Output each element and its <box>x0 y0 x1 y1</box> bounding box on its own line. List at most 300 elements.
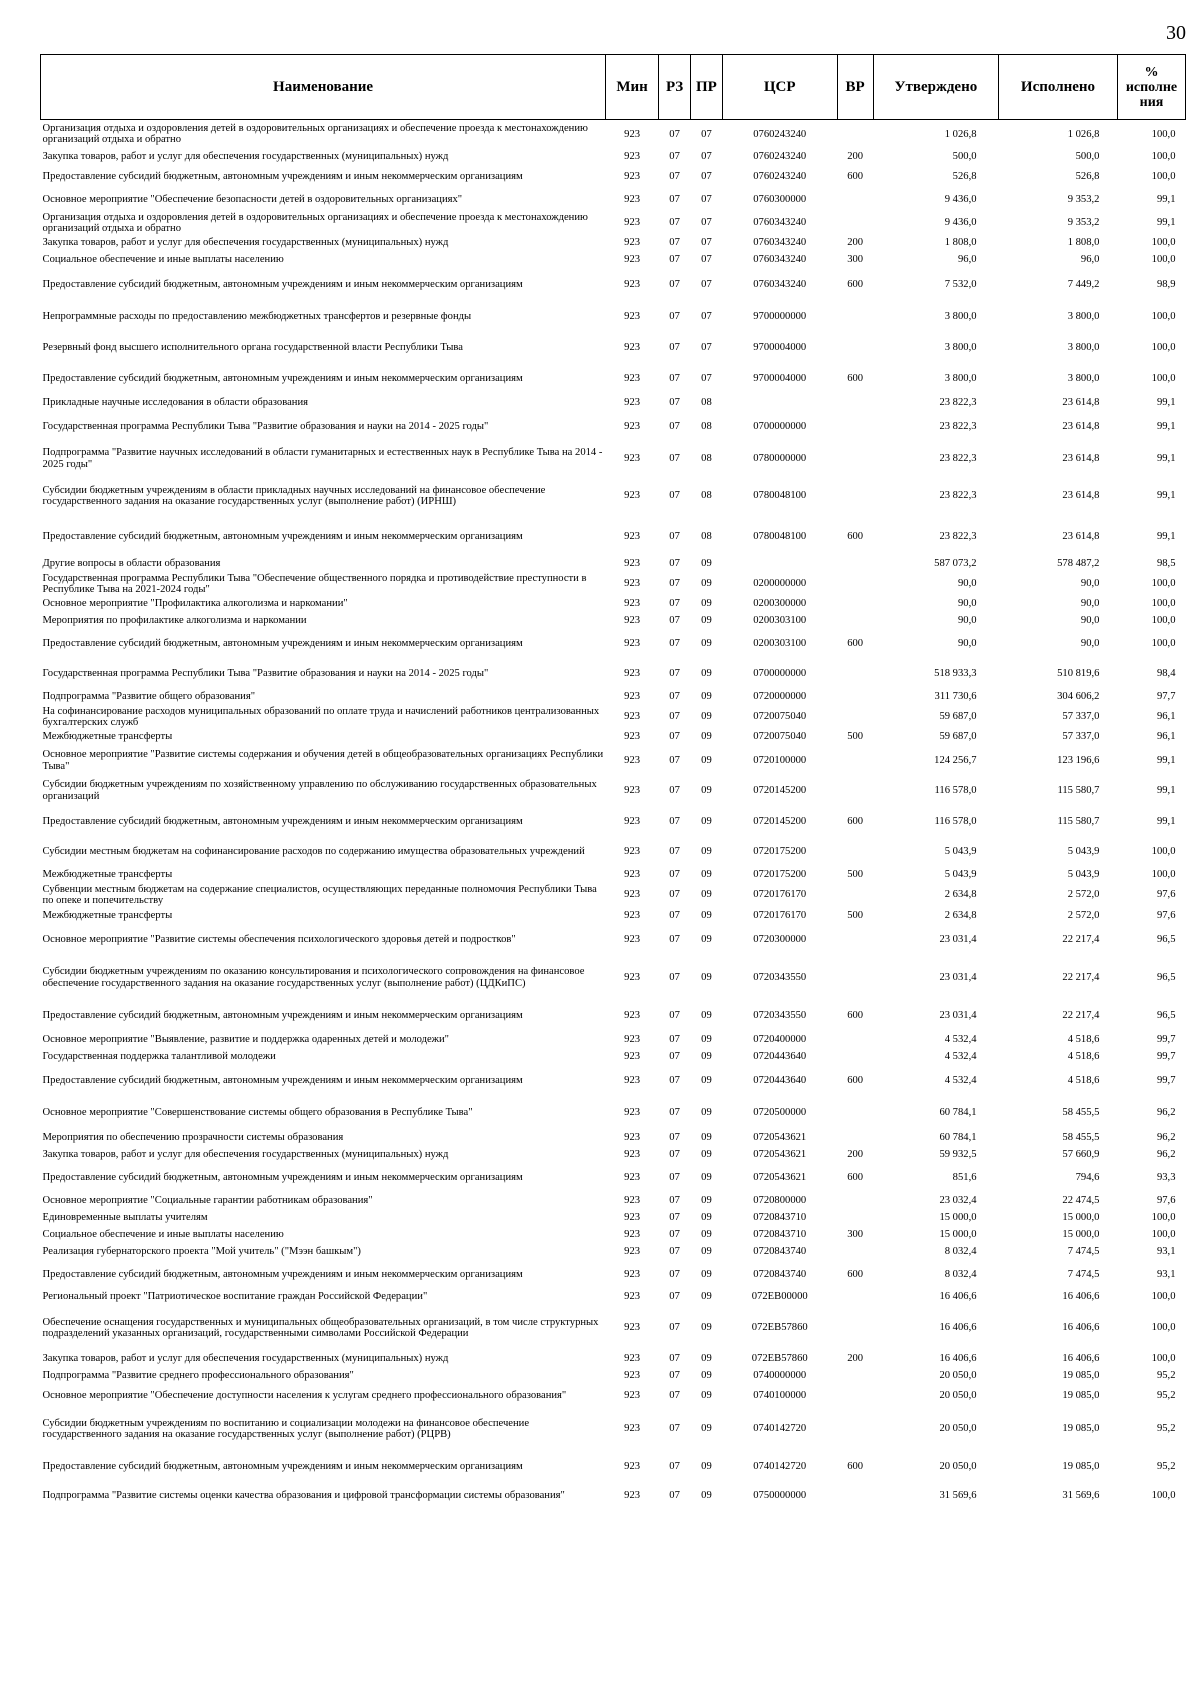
cell-percent: 100,0 <box>1151 846 1176 858</box>
cell-min: 923 <box>624 1268 641 1280</box>
cell-pr: 07 <box>701 128 712 140</box>
cell-approved: 23 031,4 <box>939 971 977 983</box>
cell-min: 923 <box>624 784 641 796</box>
cell-name: Организация отдыха и оздоровления детей в оздоровительных организациях и обеспечение проезда к местонахождению организаций отдыха и обратно <box>42 122 588 146</box>
cell-executed: 115 580,7 <box>1057 815 1100 827</box>
cell-vr <box>837 443 873 475</box>
cell-approved: 1 808,0 <box>944 237 977 249</box>
cell-name: Предоставление субсидий бюджетным, автономным учреждениям и иным некоммерческим организациям <box>42 1074 523 1086</box>
cell-executed: 123 196,6 <box>1057 754 1100 766</box>
cell-executed: 19 085,0 <box>1062 1423 1100 1435</box>
table-row <box>41 884 1186 907</box>
cell-min: 923 <box>624 1291 641 1303</box>
cell-percent: 99,7 <box>1156 1074 1176 1086</box>
cell-executed: 19 085,0 <box>1062 1390 1100 1402</box>
cell-rz: 07 <box>669 1423 680 1435</box>
cell-approved: 9 436,0 <box>944 217 977 229</box>
cell-percent: 93,3 <box>1156 1172 1176 1184</box>
header-approved: Утверждено <box>873 55 998 120</box>
cell-csr: 0720145200 <box>753 784 807 796</box>
cell-percent: 95,2 <box>1156 1390 1176 1402</box>
cell-pr: 07 <box>701 171 712 183</box>
cell-vr <box>837 1408 873 1451</box>
cell-pr: 09 <box>701 889 712 901</box>
cell-executed: 58 455,5 <box>1062 1132 1100 1144</box>
cell-vr <box>837 120 873 149</box>
cell-vr <box>837 1096 873 1130</box>
cell-pr: 09 <box>701 1268 712 1280</box>
cell-name: Мероприятия по обеспечению прозрачности системы образования <box>42 1132 344 1144</box>
cell-pr: 09 <box>701 933 712 945</box>
cell-name: Основное мероприятие "Совершенствование системы общего образования в Республике Тыва" <box>42 1106 473 1118</box>
cell-executed: 57 337,0 <box>1062 711 1100 723</box>
table-row <box>41 746 1186 776</box>
cell-percent: 100,0 <box>1151 128 1176 140</box>
table-row <box>41 212 1186 235</box>
cell-min: 923 <box>624 1034 641 1046</box>
cell-approved: 500,0 <box>952 151 977 163</box>
cell-csr: 0700000000 <box>753 421 807 433</box>
cell-percent: 100,0 <box>1151 1212 1176 1224</box>
cell-min: 923 <box>624 1246 641 1258</box>
cell-executed: 22 217,4 <box>1062 933 1100 945</box>
cell-rz: 07 <box>669 558 680 570</box>
cell-rz: 07 <box>669 421 680 433</box>
cell-pr: 09 <box>701 869 712 881</box>
cell-percent: 100,0 <box>1151 311 1176 323</box>
cell-approved: 23 822,3 <box>939 421 977 433</box>
cell-vr <box>837 1193 873 1210</box>
cell-csr: 0720443640 <box>753 1051 807 1063</box>
cell-percent: 95,2 <box>1156 1461 1176 1473</box>
table-row <box>41 1484 1186 1509</box>
cell-min: 923 <box>624 869 641 881</box>
cell-min: 923 <box>624 909 641 921</box>
table-row <box>41 120 1186 149</box>
cell-name: Государственная программа Республики Тыва "Развитие образования и науки на 2014 - 2025 годы" <box>42 421 489 433</box>
cell-executed: 5 043,9 <box>1067 846 1100 858</box>
cell-csr: 0720175200 <box>753 869 807 881</box>
table-row <box>41 806 1186 838</box>
cell-approved: 3 800,0 <box>944 342 977 354</box>
table-row <box>41 1289 1186 1306</box>
cell-name: Государственная поддержка талантливой молодежи <box>42 1051 276 1063</box>
cell-vr: 300 <box>847 254 864 266</box>
cell-name: На софинансирование расходов муниципальных образований по оплате труда и начислений работников централизованных бухгалтерских служб <box>42 705 600 728</box>
cell-approved: 60 784,1 <box>939 1132 977 1144</box>
cell-pr: 09 <box>701 1195 712 1207</box>
table-row <box>41 1049 1186 1066</box>
cell-approved: 2 634,8 <box>944 889 977 901</box>
cell-name: Подпрограмма "Развитие среднего профессионального образования" <box>42 1370 354 1382</box>
cell-csr: 0720843740 <box>753 1246 807 1258</box>
cell-percent: 99,1 <box>1156 194 1176 206</box>
cell-rz: 07 <box>669 1212 680 1224</box>
cell-min: 923 <box>624 373 641 385</box>
cell-min: 923 <box>624 667 641 679</box>
cell-percent: 100,0 <box>1151 373 1176 385</box>
cell-csr: 0760243240 <box>753 151 807 163</box>
cell-executed: 5 043,9 <box>1067 869 1100 881</box>
cell-vr <box>837 1210 873 1227</box>
cell-percent: 95,2 <box>1156 1423 1176 1435</box>
cell-min: 923 <box>624 933 641 945</box>
cell-executed: 7 474,5 <box>1067 1268 1100 1280</box>
cell-name: Организация отдыха и оздоровления детей в оздоровительных организациях и обеспечение проезда к местонахождению организаций отдыха и обратно <box>42 211 588 234</box>
cell-name: Мероприятия по профилактике алкоголизма и наркомании <box>42 615 307 627</box>
table-row <box>41 925 1186 955</box>
table-row <box>41 955 1186 1001</box>
cell-name: Региональный проект "Патриотическое воспитание граждан Российской Федерации" <box>42 1291 428 1303</box>
cell-approved: 116 578,0 <box>934 815 977 827</box>
cell-rz: 07 <box>669 1051 680 1063</box>
cell-vr <box>837 1289 873 1306</box>
cell-min: 923 <box>624 598 641 610</box>
cell-name: Предоставление субсидий бюджетным, автономным учреждениям и иным некоммерческим организациям <box>42 1172 523 1184</box>
cell-rz: 07 <box>669 1074 680 1086</box>
table-row <box>41 630 1186 659</box>
cell-min: 923 <box>624 638 641 650</box>
cell-min: 923 <box>624 254 641 266</box>
cell-csr: 0720176170 <box>753 909 807 921</box>
cell-approved: 23 032,4 <box>939 1195 977 1207</box>
header-vr: ВР <box>837 55 873 120</box>
table-row <box>41 1164 1186 1193</box>
cell-min: 923 <box>624 128 641 140</box>
cell-min: 923 <box>624 530 641 542</box>
cell-pr: 07 <box>701 151 712 163</box>
cell-executed: 57 660,9 <box>1062 1149 1100 1161</box>
cell-pr: 09 <box>701 1212 712 1224</box>
cell-vr: 600 <box>847 530 864 542</box>
cell-vr: 200 <box>847 1353 864 1365</box>
cell-approved: 16 406,6 <box>939 1353 977 1365</box>
cell-csr: 0720000000 <box>753 691 807 703</box>
cell-pr: 09 <box>701 846 712 858</box>
cell-name: Субвенции местным бюджетам на содержание специалистов, осуществляющих переданные полномочия Республики Тыва по опеке и попечительству <box>42 883 597 906</box>
cell-rz: 07 <box>669 217 680 229</box>
cell-pr: 09 <box>701 971 712 983</box>
cell-name: Предоставление субсидий бюджетным, автономным учреждениям и иным некоммерческим организациям <box>42 1010 523 1022</box>
cell-rz: 07 <box>669 971 680 983</box>
cell-percent: 93,1 <box>1156 1268 1176 1280</box>
cell-executed: 526,8 <box>1075 171 1100 183</box>
cell-csr: 0720343550 <box>753 971 807 983</box>
cell-name: Предоставление субсидий бюджетным, автономным учреждениям и иным некоммерческим организациям <box>42 815 523 827</box>
cell-rz: 07 <box>669 342 680 354</box>
cell-approved: 23 031,4 <box>939 933 977 945</box>
header-min: Мин <box>606 55 659 120</box>
cell-name: Основное мероприятие "Обеспечение безопасности детей в оздоровительных организациях" <box>42 194 463 206</box>
cell-executed: 23 614,8 <box>1062 490 1100 502</box>
cell-name: Предоставление субсидий бюджетным, автономным учреждениям и иным некоммерческим организациям <box>42 279 523 291</box>
budget-table <box>40 54 1186 1509</box>
cell-percent: 99,1 <box>1156 815 1176 827</box>
cell-name: Государственная программа Республики Тыва "Обеспечение общественного порядка и противодействие преступности в Республике Тыва на 2021-2024 годы" <box>42 572 587 595</box>
cell-vr: 200 <box>847 237 864 249</box>
cell-rz: 07 <box>669 1322 680 1334</box>
cell-name: Субсидии бюджетным учреждениям по оказанию консультирования и психологического сопровождения на финансовое обеспечение государственного задания на оказание государственных услуг (выполнение работ) (ЦДКиПС) <box>42 966 585 989</box>
cell-vr <box>837 776 873 806</box>
cell-csr: 0200300000 <box>753 598 807 610</box>
cell-vr: 600 <box>847 1461 864 1473</box>
cell-name: Субсидии местным бюджетам на софинансирование расходов по содержанию имущества образовательных учреждений <box>42 846 585 858</box>
cell-percent: 99,1 <box>1156 452 1176 464</box>
cell-csr: 0720075040 <box>753 731 807 743</box>
table-row <box>41 1147 1186 1164</box>
table-row <box>41 776 1186 806</box>
cell-vr <box>837 395 873 412</box>
cell-pr: 09 <box>701 1322 712 1334</box>
cell-percent: 99,1 <box>1156 217 1176 229</box>
cell-min: 923 <box>624 578 641 590</box>
cell-name: Закупка товаров, работ и услуг для обеспечения государственных (муниципальных) нужд <box>42 1149 449 1161</box>
cell-min: 923 <box>624 151 641 163</box>
cell-executed: 90,0 <box>1080 578 1100 590</box>
cell-approved: 20 050,0 <box>939 1370 977 1382</box>
cell-percent: 100,0 <box>1151 1291 1176 1303</box>
cell-name: Основное мероприятие "Выявление, развитие и поддержка одаренных детей и молодежи" <box>42 1034 449 1046</box>
table-row <box>41 729 1186 746</box>
cell-approved: 16 406,6 <box>939 1291 977 1303</box>
cell-rz: 07 <box>669 754 680 766</box>
cell-min: 923 <box>624 1132 641 1144</box>
cell-csr: 0760243240 <box>753 171 807 183</box>
cell-approved: 23 822,3 <box>939 452 977 464</box>
cell-csr: 0720343550 <box>753 1010 807 1022</box>
cell-executed: 22 217,4 <box>1062 971 1100 983</box>
cell-vr <box>837 302 873 333</box>
cell-name: Непрограммные расходы по предоставлению межбюджетных трансфертов и резервные фонды <box>42 311 472 323</box>
cell-min: 923 <box>624 1149 641 1161</box>
cell-approved: 20 050,0 <box>939 1390 977 1402</box>
cell-name: Социальное обеспечение и иные выплаты населению <box>42 1229 284 1241</box>
cell-executed: 7 474,5 <box>1067 1246 1100 1258</box>
cell-vr <box>837 1130 873 1147</box>
cell-vr <box>837 925 873 955</box>
cell-csr: 0740100000 <box>753 1390 807 1402</box>
cell-percent: 97,6 <box>1156 1195 1176 1207</box>
cell-pr: 09 <box>701 1423 712 1435</box>
cell-executed: 19 085,0 <box>1062 1370 1100 1382</box>
cell-vr: 600 <box>847 1074 864 1086</box>
header-percent: % исполне ния <box>1117 55 1185 120</box>
cell-min: 923 <box>624 1353 641 1365</box>
table-row <box>41 1261 1186 1289</box>
table-row <box>41 613 1186 630</box>
cell-vr: 600 <box>847 373 864 385</box>
cell-vr <box>837 706 873 729</box>
cell-vr <box>837 746 873 776</box>
cell-rz: 07 <box>669 869 680 881</box>
cell-pr: 09 <box>701 667 712 679</box>
table-row <box>41 1368 1186 1385</box>
cell-pr: 09 <box>701 731 712 743</box>
cell-pr: 09 <box>701 1051 712 1063</box>
cell-vr: 500 <box>847 869 864 881</box>
cell-min: 923 <box>624 1010 641 1022</box>
table-row <box>41 475 1186 518</box>
cell-executed: 3 800,0 <box>1067 342 1100 354</box>
cell-name: Закупка товаров, работ и услуг для обеспечения государственных (муниципальных) нужд <box>42 237 449 249</box>
cell-executed: 96,0 <box>1080 254 1100 266</box>
cell-approved: 7 532,0 <box>944 279 977 291</box>
table-row <box>41 706 1186 729</box>
cell-pr: 09 <box>701 1132 712 1144</box>
cell-pr: 07 <box>701 254 712 266</box>
cell-executed: 4 518,6 <box>1067 1034 1100 1046</box>
cell-pr: 09 <box>701 1010 712 1022</box>
cell-name: Основное мероприятие "Обеспечение доступности населения к услугам среднего профессионального образования" <box>42 1390 567 1402</box>
cell-approved: 3 800,0 <box>944 311 977 323</box>
cell-executed: 794,6 <box>1075 1172 1100 1184</box>
cell-vr <box>837 838 873 867</box>
cell-rz: 07 <box>669 279 680 291</box>
cell-approved: 9 436,0 <box>944 194 977 206</box>
cell-vr: 500 <box>847 909 864 921</box>
cell-approved: 20 050,0 <box>939 1461 977 1473</box>
cell-approved: 5 043,9 <box>944 846 977 858</box>
cell-csr: 0720800000 <box>753 1195 807 1207</box>
cell-approved: 59 687,0 <box>939 731 977 743</box>
table-row <box>41 1451 1186 1484</box>
cell-name: Государственная программа Республики Тыва "Развитие образования и науки на 2014 - 2025 годы" <box>42 667 489 679</box>
cell-pr: 09 <box>701 1246 712 1258</box>
cell-executed: 57 337,0 <box>1062 731 1100 743</box>
cell-rz: 07 <box>669 452 680 464</box>
table-row <box>41 596 1186 613</box>
cell-executed: 58 455,5 <box>1062 1106 1100 1118</box>
cell-min: 923 <box>624 711 641 723</box>
cell-csr: 0200000000 <box>753 578 807 590</box>
cell-min: 923 <box>624 971 641 983</box>
table-row <box>41 907 1186 925</box>
cell-approved: 31 569,6 <box>939 1490 977 1502</box>
cell-min: 923 <box>624 846 641 858</box>
cell-min: 923 <box>624 490 641 502</box>
cell-min: 923 <box>624 558 641 570</box>
cell-percent: 100,0 <box>1151 254 1176 266</box>
cell-csr: 0720075040 <box>753 711 807 723</box>
cell-csr: 0760300000 <box>753 194 807 206</box>
cell-pr: 07 <box>701 194 712 206</box>
cell-rz: 07 <box>669 784 680 796</box>
cell-rz: 07 <box>669 711 680 723</box>
cell-csr: 0700000000 <box>753 667 807 679</box>
cell-pr: 09 <box>701 578 712 590</box>
cell-executed: 3 800,0 <box>1067 373 1100 385</box>
cell-vr <box>837 1049 873 1066</box>
cell-percent: 99,1 <box>1156 490 1176 502</box>
cell-executed: 304 606,2 <box>1057 691 1100 703</box>
cell-approved: 311 730,6 <box>934 691 977 703</box>
cell-percent: 99,1 <box>1156 421 1176 433</box>
cell-rz: 07 <box>669 1390 680 1402</box>
cell-name: Основное мероприятие "Развитие системы обеспечения психологического здоровья детей и подростков" <box>42 933 516 945</box>
cell-rz: 07 <box>669 397 680 409</box>
cell-percent: 99,7 <box>1156 1034 1176 1046</box>
cell-csr: 0720443640 <box>753 1074 807 1086</box>
cell-vr <box>837 1385 873 1408</box>
cell-approved: 20 050,0 <box>939 1423 977 1435</box>
cell-percent: 98,4 <box>1156 667 1176 679</box>
cell-executed: 9 353,2 <box>1067 194 1100 206</box>
cell-approved: 518 933,3 <box>934 667 977 679</box>
cell-percent: 100,0 <box>1151 171 1176 183</box>
cell-min: 923 <box>624 217 641 229</box>
cell-name: Подпрограмма "Развитие системы оценки качества образования и цифровой трансформации системы образования" <box>42 1490 565 1502</box>
cell-executed: 7 449,2 <box>1067 279 1100 291</box>
cell-rz: 07 <box>669 1132 680 1144</box>
cell-executed: 1 808,0 <box>1067 237 1100 249</box>
cell-csr <box>722 395 837 412</box>
cell-approved: 59 932,5 <box>939 1149 977 1161</box>
cell-csr: 0720400000 <box>753 1034 807 1046</box>
cell-percent: 96,5 <box>1156 1010 1176 1022</box>
cell-pr: 09 <box>701 1291 712 1303</box>
cell-vr <box>837 596 873 613</box>
cell-min: 923 <box>624 342 641 354</box>
cell-executed: 9 353,2 <box>1067 217 1100 229</box>
table-row <box>41 1032 1186 1049</box>
cell-rz: 07 <box>669 1291 680 1303</box>
cell-percent: 100,0 <box>1151 869 1176 881</box>
header-csr: ЦСР <box>722 55 837 120</box>
cell-executed: 3 800,0 <box>1067 311 1100 323</box>
cell-name: Обеспечение оснащения государственных и муниципальных общеобразовательных организаций, в том числе структурных подразделений указанных организаций, государственными символами Российской Федерации <box>42 1316 599 1339</box>
cell-vr <box>837 333 873 364</box>
cell-executed: 16 406,6 <box>1062 1353 1100 1365</box>
cell-executed: 510 819,6 <box>1057 667 1100 679</box>
cell-approved: 23 822,3 <box>939 397 977 409</box>
cell-approved: 5 043,9 <box>944 869 977 881</box>
cell-executed: 2 572,0 <box>1067 889 1100 901</box>
cell-vr <box>837 1306 873 1351</box>
cell-csr: 9700000000 <box>753 311 807 323</box>
cell-rz: 07 <box>669 1246 680 1258</box>
table-row <box>41 252 1186 269</box>
cell-csr: 0760343240 <box>753 217 807 229</box>
table-row <box>41 573 1186 596</box>
cell-rz: 07 <box>669 578 680 590</box>
cell-vr <box>837 1032 873 1049</box>
table-row <box>41 1306 1186 1351</box>
cell-rz: 07 <box>669 171 680 183</box>
cell-approved: 23 822,3 <box>939 490 977 502</box>
cell-executed: 578 487,2 <box>1057 558 1100 570</box>
cell-percent: 95,2 <box>1156 1370 1176 1382</box>
cell-min: 923 <box>624 1172 641 1184</box>
cell-rz: 07 <box>669 846 680 858</box>
table-row <box>41 689 1186 706</box>
cell-vr <box>837 613 873 630</box>
cell-rz: 07 <box>669 194 680 206</box>
cell-name: Межбюджетные трансферты <box>42 869 173 881</box>
cell-approved: 3 800,0 <box>944 373 977 385</box>
cell-name: Единовременные выплаты учителям <box>42 1212 208 1224</box>
cell-csr: 0760343240 <box>753 237 807 249</box>
cell-csr: 0760343240 <box>753 279 807 291</box>
cell-rz: 07 <box>669 373 680 385</box>
cell-min: 923 <box>624 194 641 206</box>
cell-pr: 07 <box>701 373 712 385</box>
table-row <box>41 364 1186 395</box>
cell-approved: 90,0 <box>957 638 977 650</box>
cell-csr: 0720543621 <box>753 1149 807 1161</box>
table-row <box>41 412 1186 443</box>
cell-percent: 96,2 <box>1156 1106 1176 1118</box>
cell-executed: 90,0 <box>1080 615 1100 627</box>
